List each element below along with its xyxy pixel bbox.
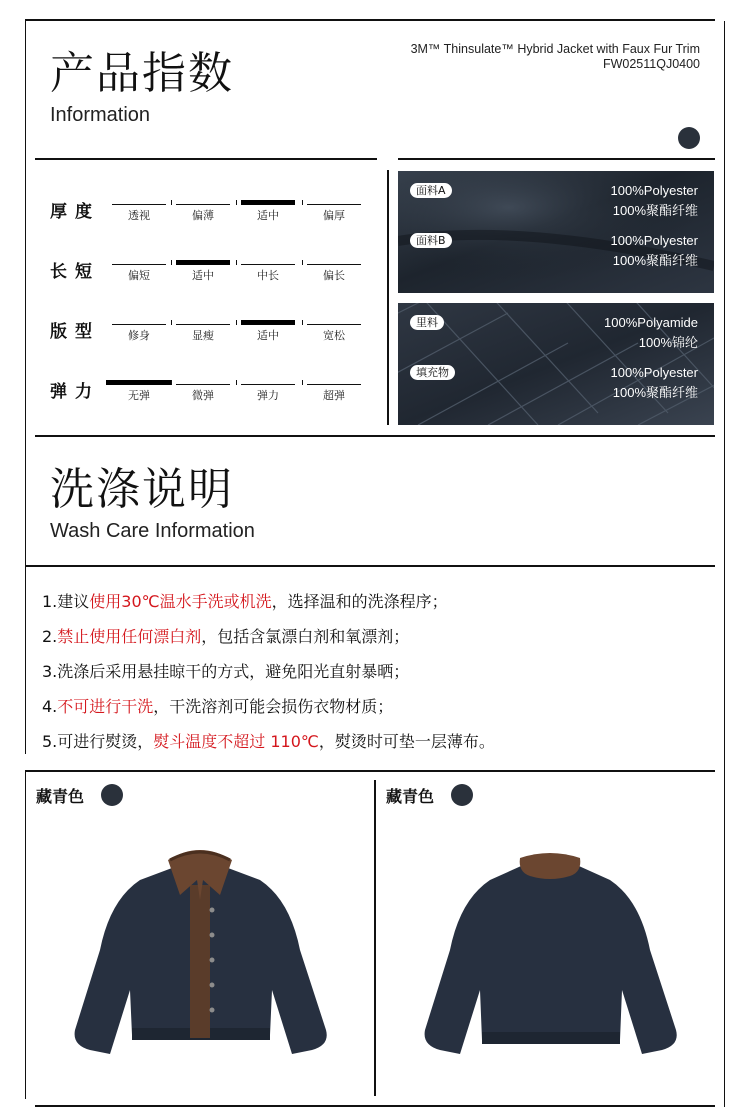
fabric-value-b	[611, 231, 698, 271]
fabric-b-cn: 100%聚酯纤维	[612, 253, 698, 268]
header-divider-left	[35, 158, 377, 160]
spec-option-label: 适中	[257, 329, 279, 342]
spec-option-label: 超弹	[323, 389, 345, 402]
product-name: 3M™ Thinsulate™ Hybrid Jacket with Faux Fur Trim	[410, 42, 700, 56]
color-name-back: 藏青色	[386, 787, 435, 806]
fabric-a-en: 100%Polyester	[610, 183, 698, 198]
color-left-border	[25, 772, 26, 1099]
spec-option-line	[307, 204, 361, 205]
wash-item	[42, 624, 409, 647]
left-frame-line	[25, 21, 26, 754]
header-divider-right	[398, 158, 715, 160]
spec-option-label: 偏薄	[192, 209, 214, 222]
color-name-front: 藏青色	[36, 787, 85, 806]
spec-option-label: 修身	[128, 329, 150, 342]
jacket-back-body	[425, 862, 677, 1054]
spec-option-label: 弹力	[257, 389, 279, 402]
spec-option-label: 显瘦	[192, 329, 214, 342]
spec-option-line	[176, 324, 230, 325]
spec-option-label: 宽松	[323, 329, 345, 342]
spec-option-line	[307, 324, 361, 325]
wash-item	[42, 659, 409, 682]
wash-item-post: ，选择温和的洗涤程序；	[271, 592, 448, 611]
spec-option-label: 中长	[257, 269, 279, 282]
spec-option-line-selected	[176, 260, 230, 265]
spec-option-label: 偏厚	[323, 209, 345, 222]
wash-item-pre: 3.洗涤后采用悬挂晾干的方式，避免阳光直射暴晒；	[42, 662, 410, 681]
spec-option-label: 适中	[257, 209, 279, 222]
spec-option-line-selected	[241, 200, 295, 205]
fabric-b-en: 100%Polyester	[610, 233, 698, 248]
spec-tick	[171, 320, 172, 325]
wash-item-red: 熨斗温度不超过 110℃	[153, 732, 319, 751]
spec-option-line	[112, 324, 166, 325]
fabric-tag-lining: 里料	[410, 315, 444, 330]
spec-option-label: 透视	[128, 209, 150, 222]
wash-item	[42, 729, 495, 752]
wash-item-post: ，包括含氯漂白剂和氧漂剂；	[201, 627, 410, 646]
lining-en: 100%Polyamide	[604, 315, 698, 330]
spec-label-1: 长短	[50, 262, 100, 282]
spec-tick	[302, 200, 303, 205]
spec-option-label: 微弹	[192, 389, 214, 402]
product-info	[411, 42, 700, 72]
color-swatch-front	[101, 784, 123, 806]
wash-item-red: 使用30℃温水手洗或机洗	[89, 592, 272, 611]
fur-placket	[190, 885, 210, 1038]
wash-subtitle: Wash Care Information	[50, 520, 255, 542]
wash-item-post: ，熨烫时可垫一层薄布。	[318, 732, 495, 751]
jacket-back-hem	[482, 1032, 620, 1044]
spec-label-0: 厚度	[50, 202, 100, 222]
spec-tick	[236, 380, 237, 385]
fabric-value-lining	[604, 313, 698, 353]
filling-cn: 100%聚酯纤维	[612, 385, 698, 400]
spec-tick	[171, 380, 172, 385]
spec-tick	[302, 380, 303, 385]
wash-item-pre: 5.可进行熨烫，	[42, 732, 154, 751]
spec-label-2: 版型	[50, 322, 100, 342]
color-swatch-back	[451, 784, 473, 806]
jacket-back-image	[410, 840, 690, 1070]
spec-option-line	[112, 204, 166, 205]
spec-option-line-selected	[106, 380, 172, 385]
spec-option-line	[307, 384, 361, 385]
spec-divider-vertical	[387, 170, 389, 425]
page-subtitle: Information	[50, 104, 151, 126]
fabric-tag-a: 面料A	[410, 183, 452, 198]
color-divider-vertical	[374, 780, 376, 1096]
jacket-front-image	[60, 840, 340, 1070]
wash-item-pre: 2.	[42, 627, 58, 646]
fabric-a-cn: 100%聚酯纤维	[612, 203, 698, 218]
wash-item	[42, 694, 393, 717]
spec-tick	[236, 200, 237, 205]
fabric-value-filling	[611, 363, 698, 403]
wash-item	[42, 589, 448, 612]
spec-option-label: 偏长	[323, 269, 345, 282]
right-frame-line	[724, 21, 725, 1107]
filling-en: 100%Polyester	[610, 365, 698, 380]
wash-divider	[25, 565, 715, 567]
wash-item-post: ，干洗溶剂可能会损伤衣物材质；	[153, 697, 394, 716]
spec-option-line-selected	[241, 320, 295, 325]
wash-item-pre: 4.	[42, 697, 58, 716]
spec-option-line	[176, 204, 230, 205]
fabric-value-a	[611, 181, 698, 221]
spec-option-label: 偏短	[128, 269, 150, 282]
spec-option-label: 适中	[192, 269, 214, 282]
spec-tick	[302, 260, 303, 265]
spec-option-line	[307, 264, 361, 265]
fabric-tag-filling: 填充物	[410, 365, 455, 380]
spec-tick	[171, 260, 172, 265]
spec-option-line	[176, 384, 230, 385]
spec-tick	[171, 200, 172, 205]
fabric-tag-b: 面料B	[410, 233, 452, 248]
spec-option-line	[112, 264, 166, 265]
spec-tick	[302, 320, 303, 325]
product-code: FW02511QJ0400	[602, 57, 700, 71]
fabric-panel-inner	[398, 303, 714, 425]
spec-option-label: 无弹	[128, 389, 150, 402]
wash-title: 洗涤说明	[50, 464, 234, 515]
spec-tick	[236, 260, 237, 265]
spec-tick	[236, 320, 237, 325]
top-rule	[25, 19, 715, 21]
lining-cn: 100%锦纶	[638, 335, 698, 350]
fur-collar-back	[520, 853, 581, 879]
spec-option-line	[241, 384, 295, 385]
color-top-divider	[25, 770, 715, 772]
spec-option-line	[241, 264, 295, 265]
spec-bottom-divider	[35, 435, 715, 437]
wash-item-red: 不可进行干洗	[57, 697, 154, 716]
color-swatch-dot	[678, 127, 700, 149]
wash-item-red: 禁止使用任何漂白剂	[57, 627, 202, 646]
fabric-panel-shell	[398, 171, 714, 293]
page-title: 产品指数	[50, 48, 234, 99]
spec-label-3: 弹力	[50, 382, 100, 402]
wash-item-pre: 1.建议	[42, 592, 90, 611]
